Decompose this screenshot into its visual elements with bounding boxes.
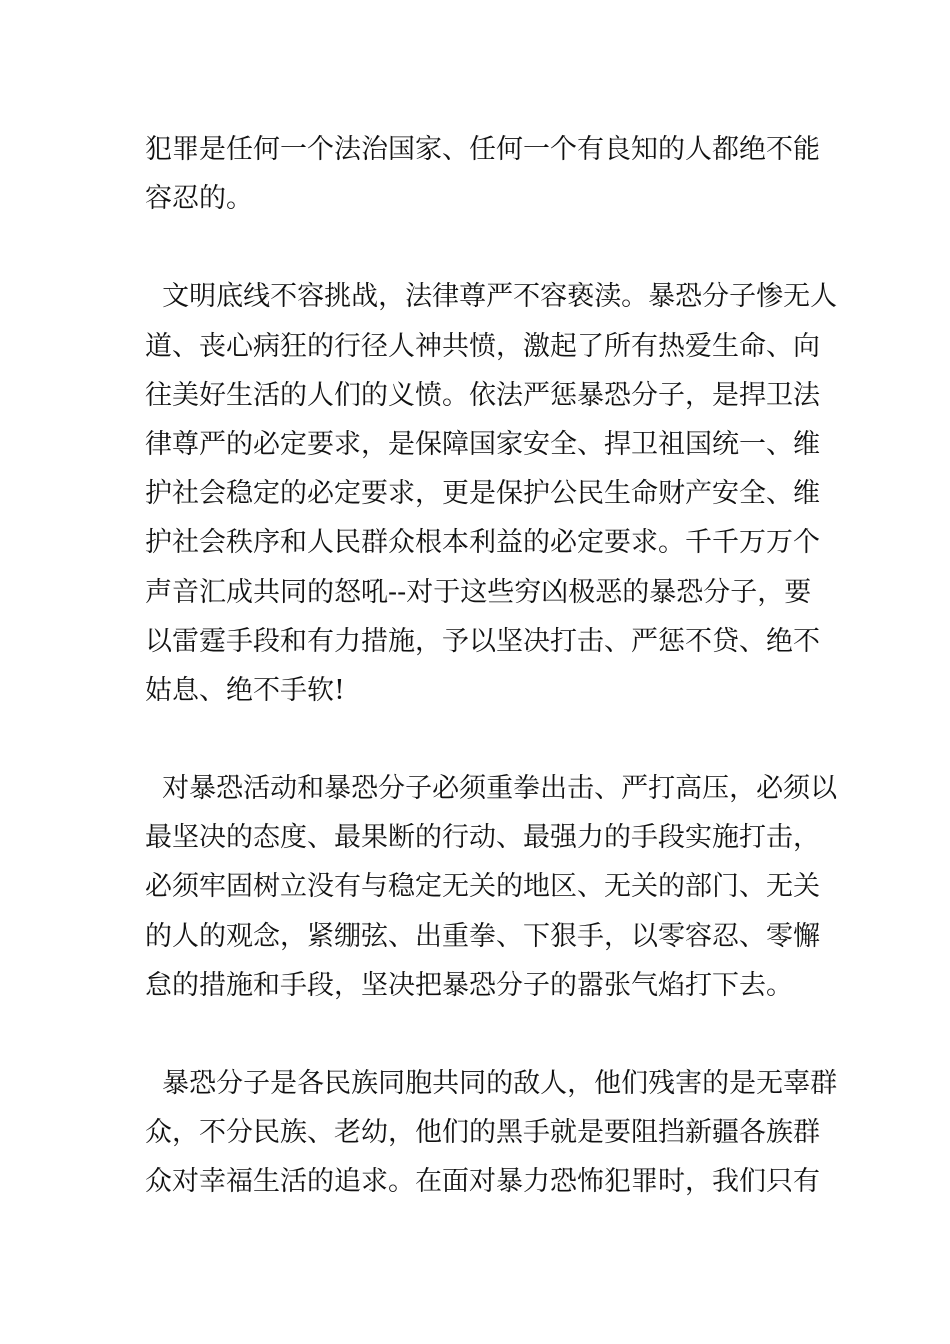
text-line: 暴恐分子是各民族同胞共同的敌人，他们残害的是无辜群 xyxy=(145,1068,838,1099)
text-line: 道、丧心病狂的行径人神共愤，激起了所有热爱生命、向 xyxy=(145,330,820,362)
text-line: 护社会秩序和人民群众根本利益的必定要求。千千万万个 xyxy=(145,527,820,559)
text-line: 众，不分民族、老幼，他们的黑手就是要阻挡新疆各族群 xyxy=(145,1117,820,1149)
paragraph-2 xyxy=(145,272,838,715)
text-line: 往美好生活的人们的义愤。依法严惩暴恐分子，是捍卫法 xyxy=(145,379,820,411)
paragraph-4 xyxy=(145,1059,838,1207)
text-line: 必须牢固树立没有与稳定无关的地区、无关的部门、无关 xyxy=(145,871,820,903)
text-line: 容忍的。 xyxy=(145,183,253,215)
paragraph-3 xyxy=(145,764,838,1010)
text-line: 犯罪是任何一个法治国家、任何一个有良知的人都绝不能 xyxy=(145,134,820,165)
text-line: 声音汇成共同的怒吼--对于这些穷凶极恶的暴恐分子，要 xyxy=(145,576,812,608)
text-line: 怠的措施和手段，坚决把暴恐分子的嚣张气焰打下去。 xyxy=(145,969,793,1001)
text-line: 的人的观念，紧绷弦、出重拳、下狠手，以零容忍、零懈 xyxy=(145,920,820,952)
body-text xyxy=(145,125,838,1256)
paragraph-1 xyxy=(145,125,820,223)
text-line: 姑息、绝不手软! xyxy=(145,674,345,706)
text-line: 文明底线不容挑战，法律尊严不容亵渎。暴恐分子惨无人 xyxy=(145,281,838,313)
text-line: 以雷霆手段和有力措施，予以坚决打击、严惩不贷、绝不 xyxy=(145,625,820,657)
text-line: 护社会稳定的必定要求，更是保护公民生命财产安全、维 xyxy=(145,478,820,510)
text-line: 众对幸福生活的追求。在面对暴力恐怖犯罪时，我们只有 xyxy=(145,1166,820,1198)
text-line: 律尊严的必定要求，是保障国家安全、捍卫祖国统一、维 xyxy=(145,428,820,460)
text-line: 对暴恐活动和暴恐分子必须重拳出击、严打高压，必须以 xyxy=(145,773,838,805)
text-line: 最坚决的态度、最果断的行动、最强力的手段实施打击， xyxy=(145,822,820,854)
